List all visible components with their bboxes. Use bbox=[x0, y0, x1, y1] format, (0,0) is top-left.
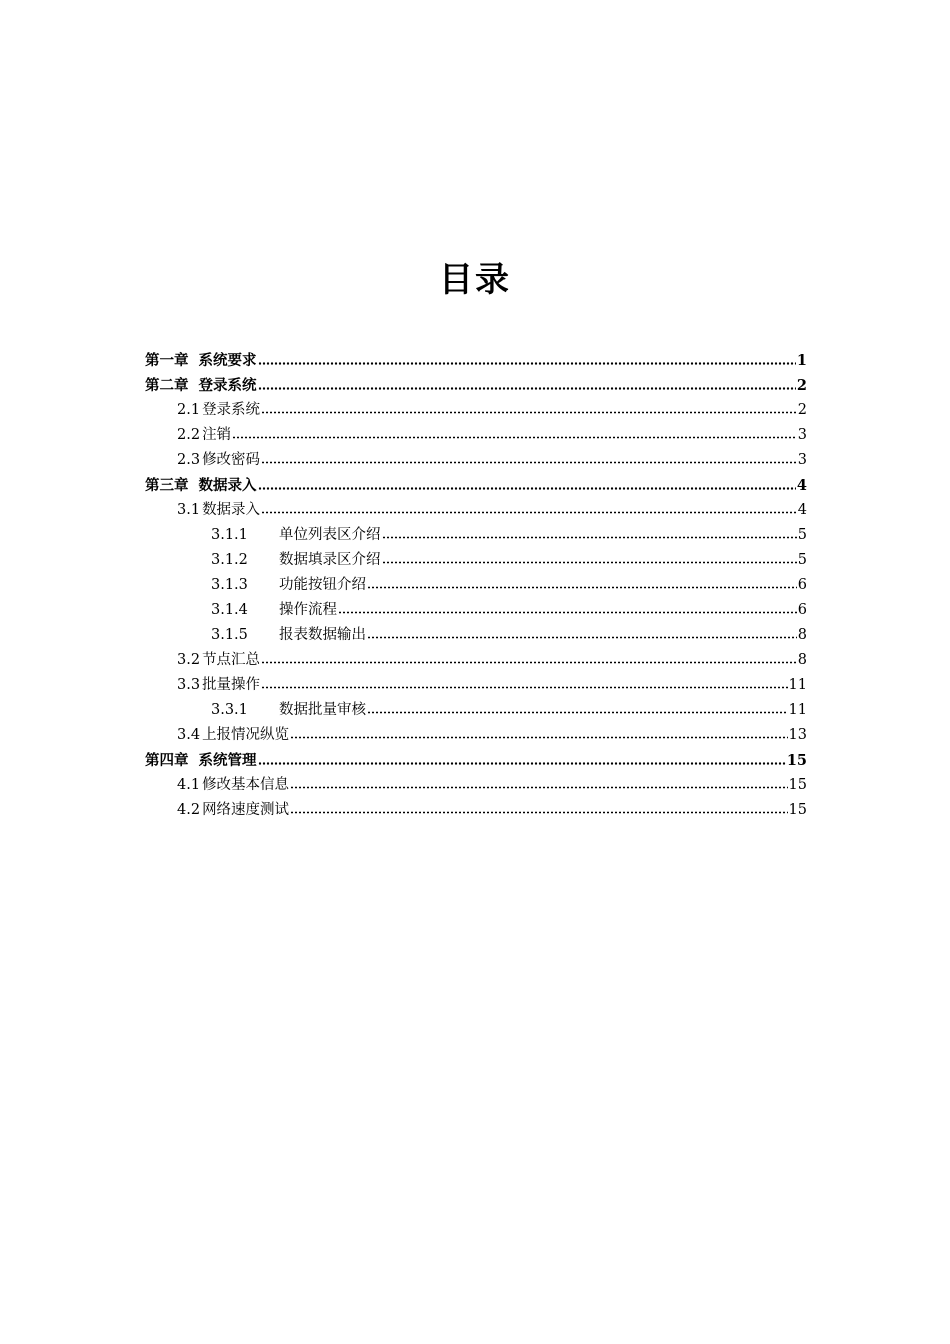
toc-entry-number: 4.2 bbox=[177, 802, 201, 818]
toc-entry-number: 第一章 bbox=[145, 352, 189, 369]
toc-leader-dots bbox=[367, 701, 788, 714]
toc-entry-page-number: 4 bbox=[797, 502, 807, 518]
toc-leader-dots bbox=[382, 526, 797, 539]
toc-entry-number: 3.3.1 bbox=[211, 702, 248, 718]
toc-leader-dots bbox=[382, 551, 797, 564]
toc-leader-dots bbox=[261, 651, 797, 664]
toc-entry-number: 第三章 bbox=[145, 477, 189, 494]
toc-entry-number: 2.1 bbox=[177, 402, 201, 418]
toc-entry-title: 登录系统 bbox=[202, 402, 261, 418]
toc-entry-page-number: 2 bbox=[797, 402, 807, 418]
toc-entry[interactable] bbox=[145, 673, 807, 698]
toc-entry-number: 4.1 bbox=[177, 777, 201, 793]
toc-entry-page-number: 4 bbox=[796, 477, 807, 494]
toc-entry-title: 单位列表区介绍 bbox=[279, 527, 381, 543]
table-of-contents bbox=[145, 348, 807, 823]
toc-entry-title: 数据填录区介绍 bbox=[279, 552, 381, 568]
toc-entry-number: 3.1 bbox=[177, 502, 201, 518]
toc-entry-page-number: 11 bbox=[788, 702, 807, 718]
toc-entry-page-number: 6 bbox=[797, 577, 807, 593]
toc-entry-page-number: 1 bbox=[796, 352, 807, 369]
toc-entry-number: 3.1.5 bbox=[211, 627, 248, 643]
toc-leader-dots bbox=[232, 426, 797, 439]
toc-entry[interactable] bbox=[145, 373, 807, 398]
toc-entry[interactable] bbox=[145, 398, 807, 423]
toc-leader-dots bbox=[258, 752, 786, 765]
toc-entry-number: 3.2 bbox=[177, 652, 201, 668]
toc-entry[interactable] bbox=[145, 773, 807, 798]
toc-entry[interactable] bbox=[145, 498, 807, 523]
toc-leader-dots bbox=[367, 626, 797, 639]
toc-entry[interactable] bbox=[145, 598, 807, 623]
toc-leader-dots bbox=[261, 451, 797, 464]
toc-entry[interactable] bbox=[145, 348, 807, 373]
toc-entry-page-number: 15 bbox=[788, 802, 807, 818]
toc-entry-title: 上报情况纵览 bbox=[202, 727, 290, 743]
toc-entry-title: 系统管理 bbox=[198, 752, 257, 769]
toc-entry-title: 数据批量审核 bbox=[279, 702, 366, 718]
toc-entry-number: 第二章 bbox=[145, 377, 189, 394]
toc-entry[interactable] bbox=[145, 723, 807, 748]
toc-leader-dots bbox=[290, 776, 787, 789]
toc-leader-dots bbox=[338, 601, 797, 614]
toc-entry[interactable] bbox=[145, 548, 807, 573]
page-title: 目录 bbox=[439, 260, 511, 300]
toc-entry-number: 2.3 bbox=[177, 452, 201, 468]
toc-entry-title: 系统要求 bbox=[198, 352, 257, 369]
toc-entry-title: 报表数据输出 bbox=[279, 627, 366, 643]
toc-entry-number: 2.2 bbox=[177, 427, 201, 443]
toc-entry[interactable] bbox=[145, 423, 807, 448]
toc-entry-title: 修改密码 bbox=[202, 452, 261, 468]
toc-entry-page-number: 15 bbox=[788, 777, 807, 793]
toc-entry-title: 修改基本信息 bbox=[202, 777, 290, 793]
toc-entry-title: 登录系统 bbox=[198, 377, 257, 394]
toc-entry-page-number: 5 bbox=[797, 552, 807, 568]
toc-entry[interactable] bbox=[145, 648, 807, 673]
toc-entry-page-number: 2 bbox=[796, 377, 807, 394]
toc-entry[interactable] bbox=[145, 573, 807, 598]
toc-leader-dots bbox=[367, 576, 797, 589]
toc-entry-number: 3.1.1 bbox=[211, 527, 248, 543]
toc-leader-dots bbox=[290, 801, 787, 814]
toc-entry-number: 3.1.2 bbox=[211, 552, 248, 568]
toc-entry-page-number: 13 bbox=[788, 727, 807, 743]
toc-entry-number: 3.4 bbox=[177, 727, 201, 743]
toc-entry-title: 操作流程 bbox=[279, 602, 337, 618]
toc-entry-page-number: 8 bbox=[797, 652, 807, 668]
toc-entry[interactable] bbox=[145, 473, 807, 498]
toc-leader-dots bbox=[261, 676, 787, 689]
toc-leader-dots bbox=[258, 352, 796, 365]
toc-leader-dots bbox=[258, 477, 796, 490]
toc-entry[interactable] bbox=[145, 623, 807, 648]
toc-entry-title: 节点汇总 bbox=[202, 652, 261, 668]
toc-leader-dots bbox=[261, 401, 797, 414]
toc-entry-title: 网络速度测试 bbox=[202, 802, 290, 818]
toc-entry[interactable] bbox=[145, 798, 807, 823]
toc-entry-number: 3.3 bbox=[177, 677, 201, 693]
toc-entry[interactable] bbox=[145, 448, 807, 473]
toc-entry-number: 第四章 bbox=[145, 752, 189, 769]
toc-entry-page-number: 5 bbox=[797, 527, 807, 543]
toc-entry-title: 注销 bbox=[202, 427, 232, 443]
toc-entry-page-number: 11 bbox=[788, 677, 807, 693]
toc-entry[interactable] bbox=[145, 748, 807, 773]
toc-entry-number: 3.1.3 bbox=[211, 577, 248, 593]
toc-entry-title: 数据录入 bbox=[202, 502, 261, 518]
toc-entry-title: 功能按钮介绍 bbox=[279, 577, 366, 593]
toc-entry-number: 3.1.4 bbox=[211, 602, 248, 618]
toc-entry[interactable] bbox=[145, 523, 807, 548]
toc-entry[interactable] bbox=[145, 698, 807, 723]
toc-entry-page-number: 8 bbox=[797, 627, 807, 643]
toc-leader-dots bbox=[261, 501, 797, 514]
toc-entry-page-number: 3 bbox=[797, 427, 807, 443]
toc-entry-title: 数据录入 bbox=[198, 477, 257, 494]
toc-leader-dots bbox=[258, 377, 796, 390]
toc-entry-page-number: 15 bbox=[786, 752, 807, 769]
toc-entry-title: 批量操作 bbox=[202, 677, 261, 693]
toc-leader-dots bbox=[290, 726, 787, 739]
toc-entry-page-number: 6 bbox=[797, 602, 807, 618]
toc-entry-page-number: 3 bbox=[797, 452, 807, 468]
